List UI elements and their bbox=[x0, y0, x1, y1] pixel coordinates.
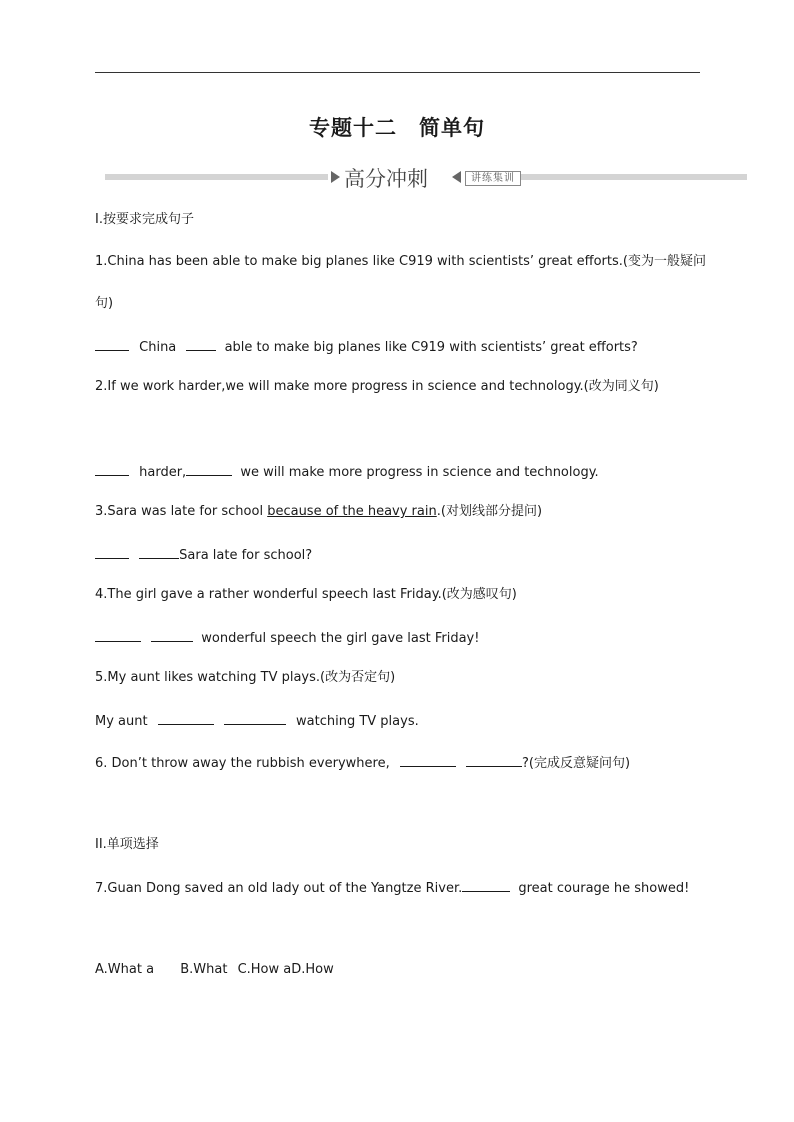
banner-bar-left bbox=[105, 174, 328, 180]
underlined-phrase: because of the heavy rain bbox=[267, 504, 437, 519]
question-1-text: 1.China has been able to make big planes like C919 with scientists’ great efforts.(变为一般疑问 bbox=[95, 254, 706, 269]
question-4-answer: wonderful speech the girl gave last Friday! bbox=[95, 629, 479, 647]
section-heading-1: I.按要求完成句子 bbox=[95, 212, 194, 227]
question-2-answer: harder, we will make more progress in science and technology. bbox=[95, 463, 599, 481]
question-2-text: 2.If we work harder,we will make more progress in science and technology.(改为同义句) bbox=[95, 379, 659, 394]
option-c[interactable]: C.How a bbox=[237, 962, 292, 977]
banner-bar-right bbox=[521, 174, 747, 180]
triangle-right-icon bbox=[331, 171, 340, 183]
banner-title: 高分冲刺 bbox=[344, 167, 428, 191]
answer-blank[interactable] bbox=[95, 338, 129, 351]
answer-blank[interactable] bbox=[400, 754, 456, 767]
answer-blank[interactable] bbox=[224, 712, 286, 725]
top-rule bbox=[95, 72, 700, 73]
answer-blank[interactable] bbox=[158, 712, 214, 725]
section-heading-2: II.单项选择 bbox=[95, 837, 159, 852]
answer-blank[interactable] bbox=[95, 546, 129, 559]
question-6-text: 6. Don’t throw away the rubbish everywhere, ?(完成反意疑问句) bbox=[95, 756, 631, 771]
answer-blank[interactable] bbox=[462, 879, 510, 892]
question-3-text: 3.Sara was late for school because of the heavy rain.(对划线部分提问) bbox=[95, 504, 543, 519]
answer-blank[interactable] bbox=[95, 463, 129, 476]
question-5-answer: My aunt watching TV plays. bbox=[95, 714, 419, 729]
banner-tag: 讲练集训 bbox=[465, 171, 521, 186]
triangle-left-icon bbox=[452, 171, 461, 183]
question-7-text: 7.Guan Dong saved an old lady out of the Yangtze River. great courage he showed! bbox=[95, 881, 690, 896]
option-b[interactable]: B.What bbox=[180, 962, 228, 977]
page-title: 专题十二 简单句 bbox=[309, 116, 485, 140]
question-4-text: 4.The girl gave a rather wonderful speech last Friday.(改为感叹句) bbox=[95, 587, 517, 602]
question-5-text: 5.My aunt likes watching TV plays.(改为否定句) bbox=[95, 670, 396, 685]
option-d[interactable]: D.How bbox=[291, 962, 334, 977]
answer-blank[interactable] bbox=[95, 629, 141, 642]
answer-blank[interactable] bbox=[186, 463, 232, 476]
answer-blank[interactable] bbox=[151, 629, 193, 642]
answer-blank[interactable] bbox=[186, 338, 216, 351]
question-1-text-cont: 句) bbox=[95, 296, 114, 311]
question-1-answer: China able to make big planes like C919 with scientists’ great efforts? bbox=[95, 338, 638, 356]
answer-blank[interactable] bbox=[139, 546, 179, 559]
option-a[interactable]: A.What a bbox=[95, 962, 155, 977]
answer-blank[interactable] bbox=[466, 754, 522, 767]
question-7-options bbox=[95, 962, 334, 978]
section-banner bbox=[105, 163, 747, 193]
question-3-answer: Sara late for school? bbox=[95, 546, 312, 564]
